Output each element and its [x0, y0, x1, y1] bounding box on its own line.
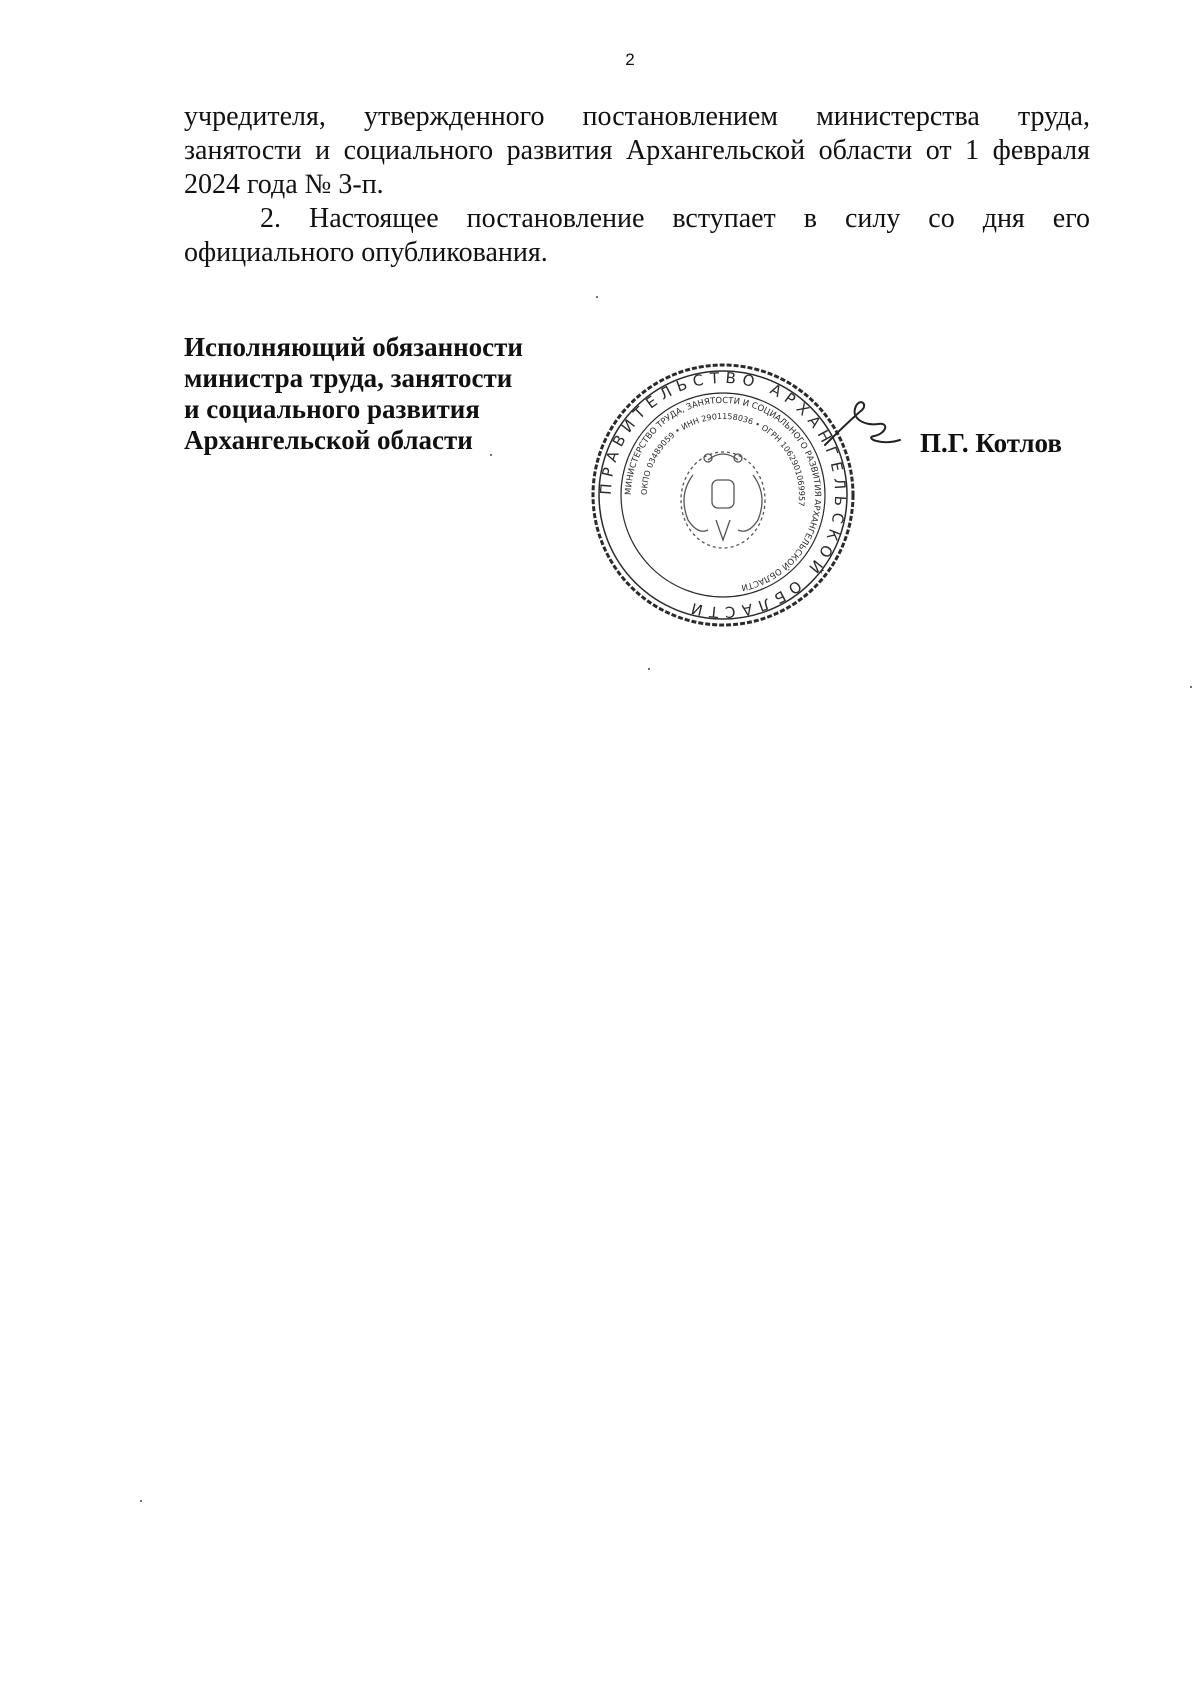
scan-speck	[596, 296, 598, 298]
signatory-title	[184, 332, 523, 456]
stamp-inner-text: МИНИСТЕРСТВО ТРУДА, ЗАНЯТОСТИ И СОЦИАЛЬНОГО РАЗВИТИЯ АРХАНГЕЛЬСКОЙ ОБЛАСТИ	[623, 395, 823, 593]
signatory-title-line: министра труда, занятости	[184, 363, 513, 393]
page-number: 2	[625, 50, 635, 69]
signatory-title-line: Архангельской области	[184, 425, 473, 455]
signatory-name: П.Г. Котлов	[920, 428, 1062, 458]
stamp-codes-text: ОКПО 03489059 • ИНН 2901158036 • ОГРН 1062901069957	[639, 411, 807, 507]
signatory-title-line: Исполняющий обязанности	[184, 332, 523, 362]
scan-speck	[648, 668, 650, 670]
paragraph-clause-2: 2. Настоящее постановление вступает в силу со дня его официального опубликования.	[184, 203, 1090, 268]
document-body	[184, 100, 1090, 270]
paragraph-continuation: учредителя, утвержденного постановлением министерства труда, занятости и социального развития Архангельской области от 1 февраля 2024 года № 3-п.	[184, 101, 1090, 200]
scan-speck	[140, 1500, 142, 1502]
scan-speck	[490, 454, 492, 456]
handwritten-signature	[820, 390, 920, 460]
signatory-title-line: и социального развития	[184, 394, 480, 424]
svg-text:МИНИСТЕРСТВО ТРУДА, ЗАНЯТОСТИ	[624, 396, 822, 592]
svg-text:ПРАВИТЕЛЬСТВО АРХАНГЕЛЬСКОЙ ОБ	[597, 369, 850, 621]
official-seal-stamp	[588, 360, 858, 630]
eagle-emblem-icon	[681, 452, 765, 548]
stamp-outer-text: ПРАВИТЕЛЬСТВО АРХАНГЕЛЬСКОЙ ОБЛАСТИ	[596, 368, 850, 622]
scan-speck	[1190, 686, 1192, 688]
